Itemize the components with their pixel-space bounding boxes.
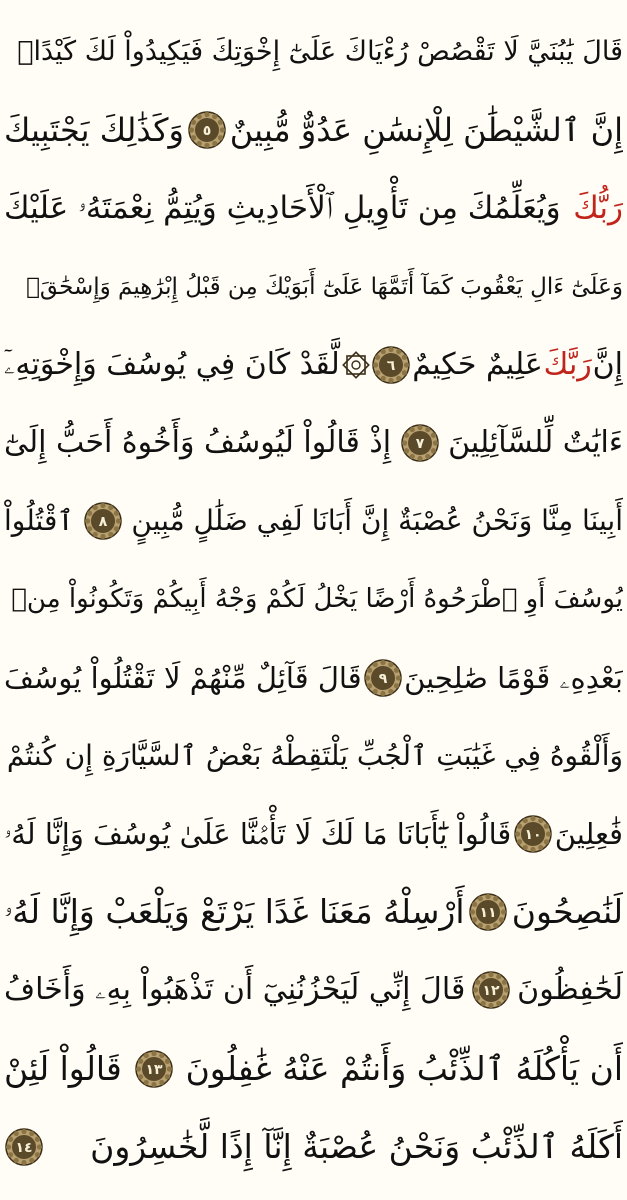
verse-text: إِذْ قَالُواْ لَيُوسُفُ وَأَخُوهُ أَحَبُّ إِلَىٰٓ [4,425,392,460]
verse-number: ١١ [479,905,497,922]
verse-number: ١٢ [482,983,500,1000]
ayah-end-icon [4,1127,44,1167]
verse-text: إِنَّ ٱلشَّيْطَٰنَ لِلْإِنسَٰنِ عَدُوٌّ مُّبِينٌ [229,111,623,150]
rub-el-hizb-icon [341,350,371,380]
ayah-end-icon [471,970,511,1010]
verse-number: ٩ [378,670,388,687]
verse-text: وَأَلْقُوهُ فِي غَيَٰبَتِ ٱلْجُبِّ يَلْتَقِطْهُ بَعْضُ ٱلسَّيَّارَةِ إِن كُنتُمْ [6,738,623,772]
ayah-end-icon [83,501,123,541]
verse-text: فَٰعِلِينَ [554,817,623,851]
ayah-end-icon [187,110,227,150]
verse-line [4,877,623,947]
verse-line [4,408,623,478]
verse-text: بَعْدِهِۦ قَوْمًا صَٰلِحِينَ [404,660,623,695]
verse-number: ١٠ [524,827,542,843]
verse-text: وَكَذَٰلِكَ يَجْتَبِيكَ [4,111,184,150]
ayah-end-icon [468,892,508,932]
verse-text: قَالُواْ يَٰٓأَبَانَا مَا لَكَ لَا تَأْمَ۫نَّا عَلَىٰ يُوسُفَ وَإِنَّا لَهُۥ [4,817,512,851]
ayah-end-icon [134,1049,174,1089]
verse-text: لَحَٰفِظُونَ [517,972,623,1008]
verse-text: قَالَ يَٰبُنَيَّ لَا تَقْصُصْ رُءْيَاكَ عَلَىٰٓ إِخْوَتِكَ فَيَكِيدُواْ لَكَ كَيْدًاۖ [17,36,623,67]
verse-text: ءَايَٰتٌ لِّلسَّآئِلِينَ [448,425,623,460]
verse-number: ٨ [98,514,107,531]
divine-name-text: رَبَّكَ [543,346,592,382]
verse-text: أَبِينَا مِنَّا وَنَحْنُ عُصْبَةٌ إِنَّ أَبَانَا لَفِي ضَلَٰلٍ مُّبِينٍ [131,504,623,538]
verse-number: ٦ [387,357,396,374]
verse-text: ٱقْتُلُواْ [4,504,74,538]
ayah-end-icon [513,814,553,854]
verse-text: قَالَ إِنِّي لَيَحْزُنُنِيٓ أَن تَذْهَبُواْ بِهِۦ وَأَخَافُ [4,972,466,1008]
verse-line [4,643,623,713]
verse-line [4,252,623,322]
verse-text: قَالَ قَآئِلٌ مِّنْهُمْ لَا تَقْتُلُواْ يُوسُفَ [4,660,362,695]
verse-line [4,95,623,165]
verse-text: لَّقَدْ كَانَ فِي يُوسُفَ وَإِخْوَتِهِۦٓ [4,346,340,382]
verse-text: قَالُواْ لَئِنْ [4,1048,122,1088]
verse-text: يُوسُفَ أَوِ ٱطْرَحُوهُ أَرْضًا يَخْلُ لَكُمْ وَجْهُ أَبِيكُمْ وَتَكُونُواْ مِنۢ [11,584,623,615]
ayah-end-icon [363,658,403,698]
verse-line [4,1034,623,1104]
verse-line [4,486,623,556]
verse-number: ١٤ [15,1139,33,1156]
verse-line [4,721,623,791]
verse-line [4,173,623,243]
verse-line [4,330,623,400]
divine-name-text: رَبُّكَ [573,190,623,227]
ayah-end-icon [371,345,411,385]
verse-number: ٥ [202,123,212,140]
verse-text: عَلِيمٌ حَكِيمٌ [412,346,543,382]
verse-line [4,955,623,1025]
verse-text: أَن يَأْكُلَهُ ٱلذِّئْبُ وَأَنتُمْ عَنْهُ غَٰفِلُونَ [185,1048,623,1088]
verse-text: إِنَّ [592,346,623,382]
verse-line [4,17,623,87]
verse-number: ١٣ [145,1061,163,1078]
verse-text: وَيُعَلِّمُكَ مِن تَأْوِيلِ ٱلْأَحَادِيثِ وَيُتِمُّ نِعْمَتَهُۥ عَلَيْكَ [4,190,561,227]
verse-line [4,799,623,869]
verse-number: ٧ [415,436,424,452]
verse-line [4,564,623,634]
verse-text: لَنَٰصِحُونَ [511,892,623,932]
verse-text: وَعَلَىٰٓ ءَالِ يَعْقُوبَ كَمَآ أَتَمَّهَا عَلَىٰٓ أَبَوَيْكَ مِن قَبْلُ إِبْرَٰهِيمَ وَإِسْحَٰقَۚ [26,273,623,300]
verse-text: أَرْسِلْهُ مَعَنَا غَدًا يَرْتَعْ وَيَلْعَبْ وَإِنَّا لَهُۥ [4,892,465,932]
verse-line [4,1112,623,1182]
ayah-end-icon [400,423,440,463]
verse-text: أَكَلَهُ ٱلذِّئْبُ وَنَحْنُ عُصْبَةٌ إِنَّآ إِذًا لَّخَٰسِرُونَ [90,1126,623,1166]
